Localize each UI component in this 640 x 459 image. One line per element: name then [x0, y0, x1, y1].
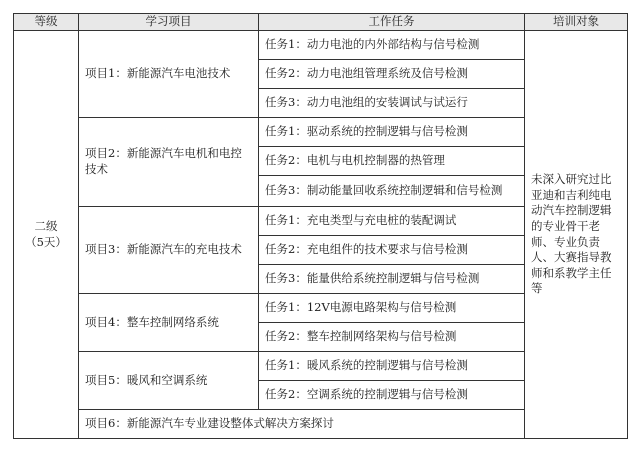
- level-duration: （5天）: [25, 234, 67, 249]
- task-item: 任务2：动力电池组管理系统及信号检测: [259, 60, 525, 89]
- task-item: 任务1：动力电池的内外部结构与信号检测: [259, 31, 525, 60]
- header-task: 工作任务: [259, 14, 525, 31]
- header-row: [14, 14, 628, 31]
- header-level: 等级: [14, 14, 79, 31]
- task-item: 任务1：暖风系统的控制逻辑与信号检测: [259, 352, 525, 381]
- task-item: 任务1：12V电源电路架构与信号检测: [259, 294, 525, 323]
- project-name: 项目3：新能源汽车的充电技术: [79, 207, 259, 294]
- task-item: 任务3：动力电池组的安装调试与试运行: [259, 89, 525, 118]
- training-table: [13, 13, 628, 439]
- task-item: 任务2：充电组件的技术要求与信号检测: [259, 236, 525, 265]
- target-audience: 未深入研究过比亚迪和吉利纯电动汽车控制逻辑的专业骨干老师、专业负责人、大赛指导教师和系教学主任等: [525, 31, 628, 439]
- header-target: 培训对象: [525, 14, 628, 31]
- task-item: 任务3：能量供给系统控制逻辑与信号检测: [259, 265, 525, 294]
- task-item: 任务2：整车控制网络架构与信号检测: [259, 323, 525, 352]
- project-name: 项目6：新能源汽车专业建设整体式解决方案探讨: [79, 410, 525, 439]
- task-item: 任务3：制动能量回收系统控制逻辑和信号检测: [259, 176, 525, 207]
- level-label: 二级: [34, 218, 58, 233]
- project-name: 项目4：整车控制网络系统: [79, 294, 259, 352]
- project-name: 项目1：新能源汽车电池技术: [79, 31, 259, 118]
- project-name: 项目2：新能源汽车电机和电控技术: [79, 118, 259, 207]
- table-row: [14, 31, 628, 60]
- level-cell: [14, 31, 79, 439]
- header-project: 学习项目: [79, 14, 259, 31]
- project-name: 项目5：暖风和空调系统: [79, 352, 259, 410]
- task-item: 任务1：驱动系统的控制逻辑与信号检测: [259, 118, 525, 147]
- task-item: 任务2：电机与电机控制器的热管理: [259, 147, 525, 176]
- task-item: 任务1：充电类型与充电桩的装配调试: [259, 207, 525, 236]
- task-item: 任务2：空调系统的控制逻辑与信号检测: [259, 381, 525, 410]
